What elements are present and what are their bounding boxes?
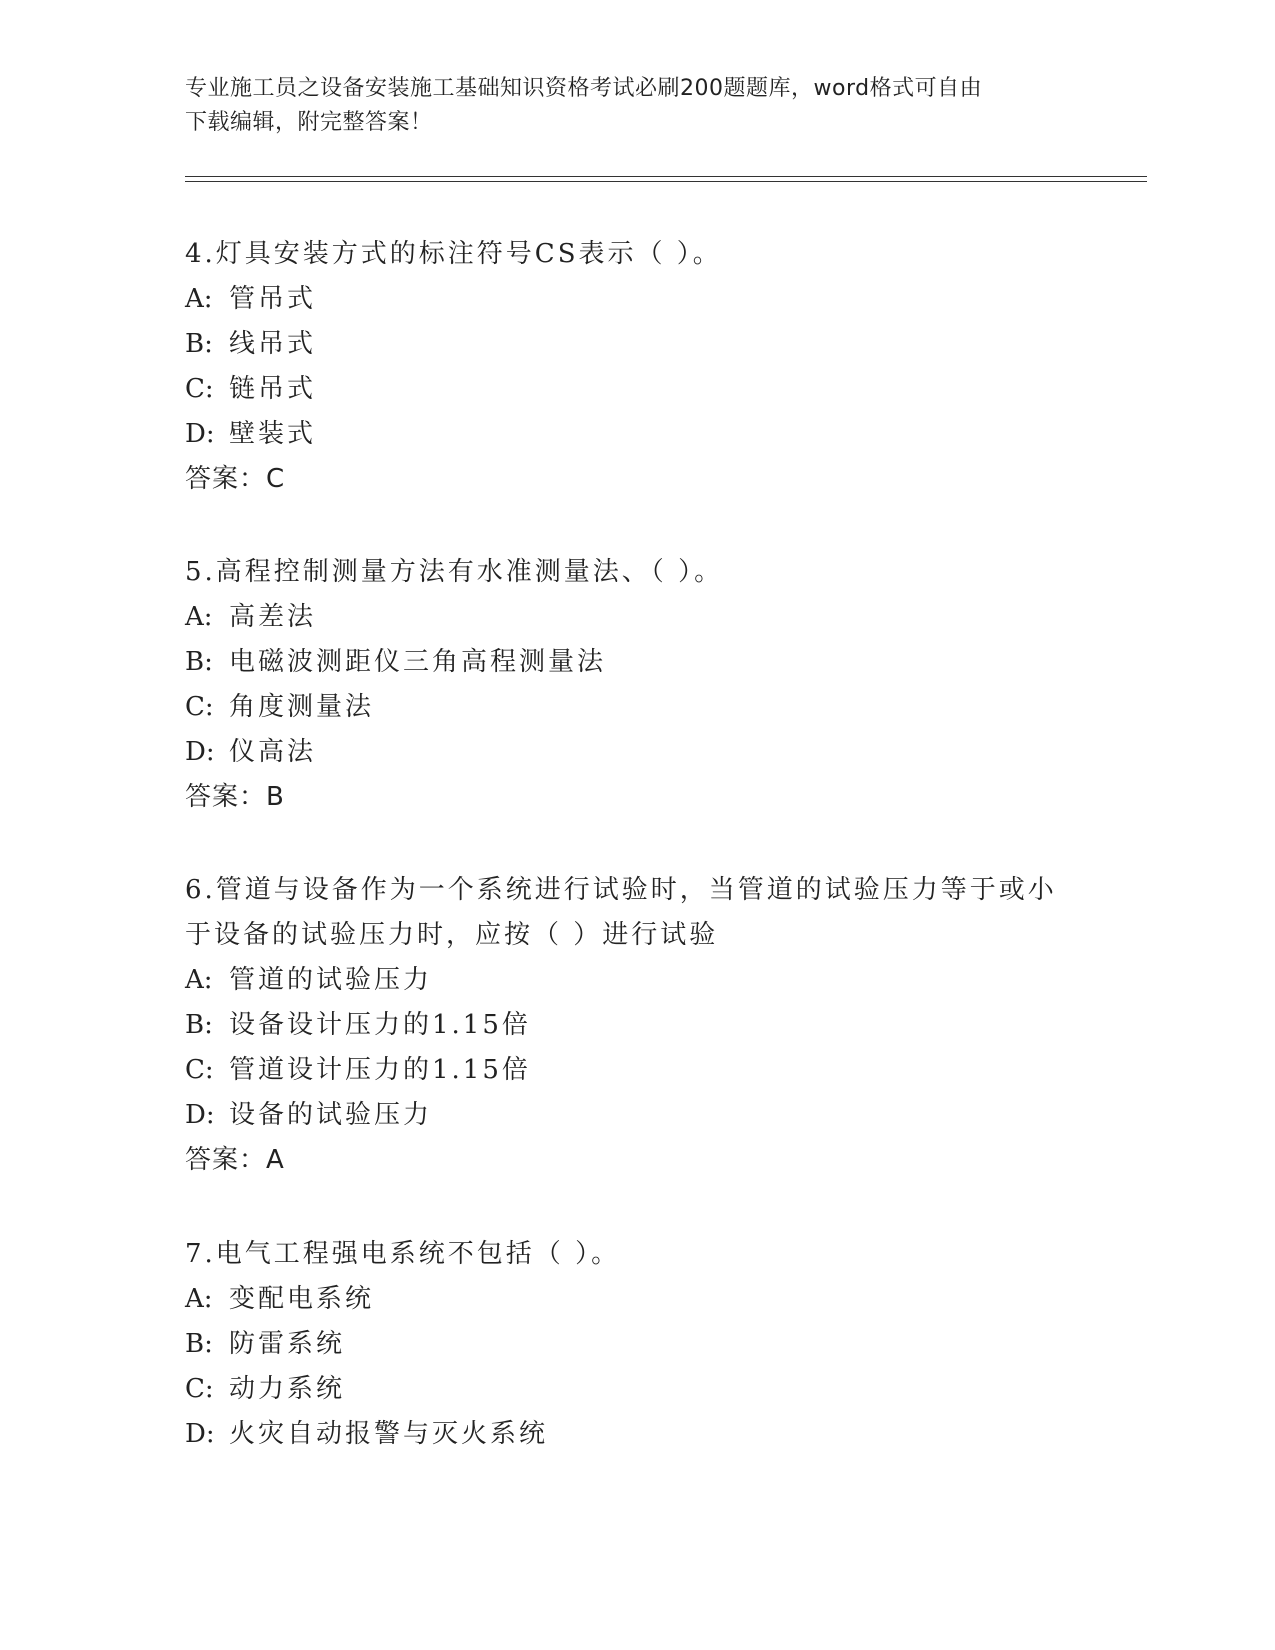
header-divider-bottom — [185, 181, 1147, 182]
option-text: 动力系统 — [229, 1374, 346, 1404]
header-divider-top — [185, 176, 1147, 177]
option-text: 链吊式 — [229, 374, 317, 404]
option-c — [185, 1367, 1085, 1412]
stem-line: 5.高程控制测量方法有水准测量法、（ ）。 — [185, 557, 724, 587]
question-stem — [185, 550, 1085, 595]
answer-label: 答案： — [185, 1145, 267, 1175]
option-letter: C: — [185, 1374, 214, 1404]
question-7 — [185, 1232, 1085, 1457]
answer-value: B — [266, 782, 285, 812]
option-text: 角度测量法 — [229, 692, 375, 722]
option-letter: A: — [185, 965, 213, 995]
option-letter: D: — [185, 419, 215, 449]
option-text: 仪高法 — [229, 737, 317, 767]
stem-line: 于设备的试验压力时，应按（ ）进行试验 — [185, 920, 719, 950]
option-letter: C: — [185, 374, 214, 404]
option-b — [185, 1003, 1085, 1048]
answer-value: C — [266, 464, 286, 494]
option-letter: A: — [185, 284, 213, 314]
option-text: 管道设计压力的1.15倍 — [229, 1055, 531, 1085]
option-c — [185, 367, 1085, 412]
answer-value: A — [266, 1145, 285, 1175]
option-letter: B: — [185, 329, 213, 359]
answer-label: 答案： — [185, 782, 267, 812]
question-stem — [185, 868, 1085, 958]
question-stem — [185, 232, 1085, 277]
header-line-2: 下载编辑，附完整答案！ — [185, 110, 433, 135]
option-c — [185, 1048, 1085, 1093]
option-text: 变配电系统 — [229, 1284, 375, 1314]
stem-line: 6.管道与设备作为一个系统进行试验时，当管道的试验压力等于或小 — [185, 875, 1057, 905]
question-stem — [185, 1232, 1085, 1277]
option-text: 设备设计压力的1.15倍 — [229, 1010, 531, 1040]
option-b — [185, 640, 1085, 685]
option-text: 管吊式 — [229, 284, 317, 314]
option-text: 线吊式 — [229, 329, 317, 359]
option-a — [185, 595, 1085, 640]
option-letter: B: — [185, 1329, 213, 1359]
option-a — [185, 277, 1085, 322]
answer-label: 答案： — [185, 464, 267, 494]
option-c — [185, 685, 1085, 730]
option-text: 防雷系统 — [229, 1329, 346, 1359]
option-letter: B: — [185, 1010, 213, 1040]
option-d — [185, 1093, 1085, 1138]
question-5 — [185, 550, 1085, 820]
question-4 — [185, 232, 1085, 502]
answer-line — [185, 775, 1085, 820]
stem-line: 4.灯具安装方式的标注符号CS表示（ ）。 — [185, 239, 722, 269]
option-text: 壁装式 — [229, 419, 317, 449]
option-letter: D: — [185, 737, 215, 767]
option-text: 管道的试验压力 — [229, 965, 433, 995]
answer-line — [185, 1138, 1085, 1183]
document-header — [185, 72, 1065, 140]
option-text: 设备的试验压力 — [229, 1100, 433, 1130]
option-b — [185, 322, 1085, 367]
option-d — [185, 412, 1085, 457]
stem-line: 7.电气工程强电系统不包括（ ）。 — [185, 1239, 621, 1269]
option-letter: B: — [185, 647, 213, 677]
option-letter: D: — [185, 1419, 215, 1449]
option-letter: C: — [185, 692, 214, 722]
option-letter: A: — [185, 1284, 213, 1314]
question-6 — [185, 868, 1085, 1183]
option-letter: D: — [185, 1100, 215, 1130]
option-a — [185, 958, 1085, 1003]
option-text: 火灾自动报警与灭火系统 — [229, 1419, 549, 1449]
option-text: 电磁波测距仪三角高程测量法 — [229, 647, 607, 677]
option-a — [185, 1277, 1085, 1322]
option-text: 高差法 — [229, 602, 317, 632]
header-line-1: 专业施工员之设备安装施工基础知识资格考试必刷200题题库，word格式可自由 — [185, 76, 983, 101]
option-letter: A: — [185, 602, 213, 632]
option-d — [185, 730, 1085, 775]
option-d — [185, 1412, 1085, 1457]
option-letter: C: — [185, 1055, 214, 1085]
answer-line — [185, 457, 1085, 502]
option-b — [185, 1322, 1085, 1367]
